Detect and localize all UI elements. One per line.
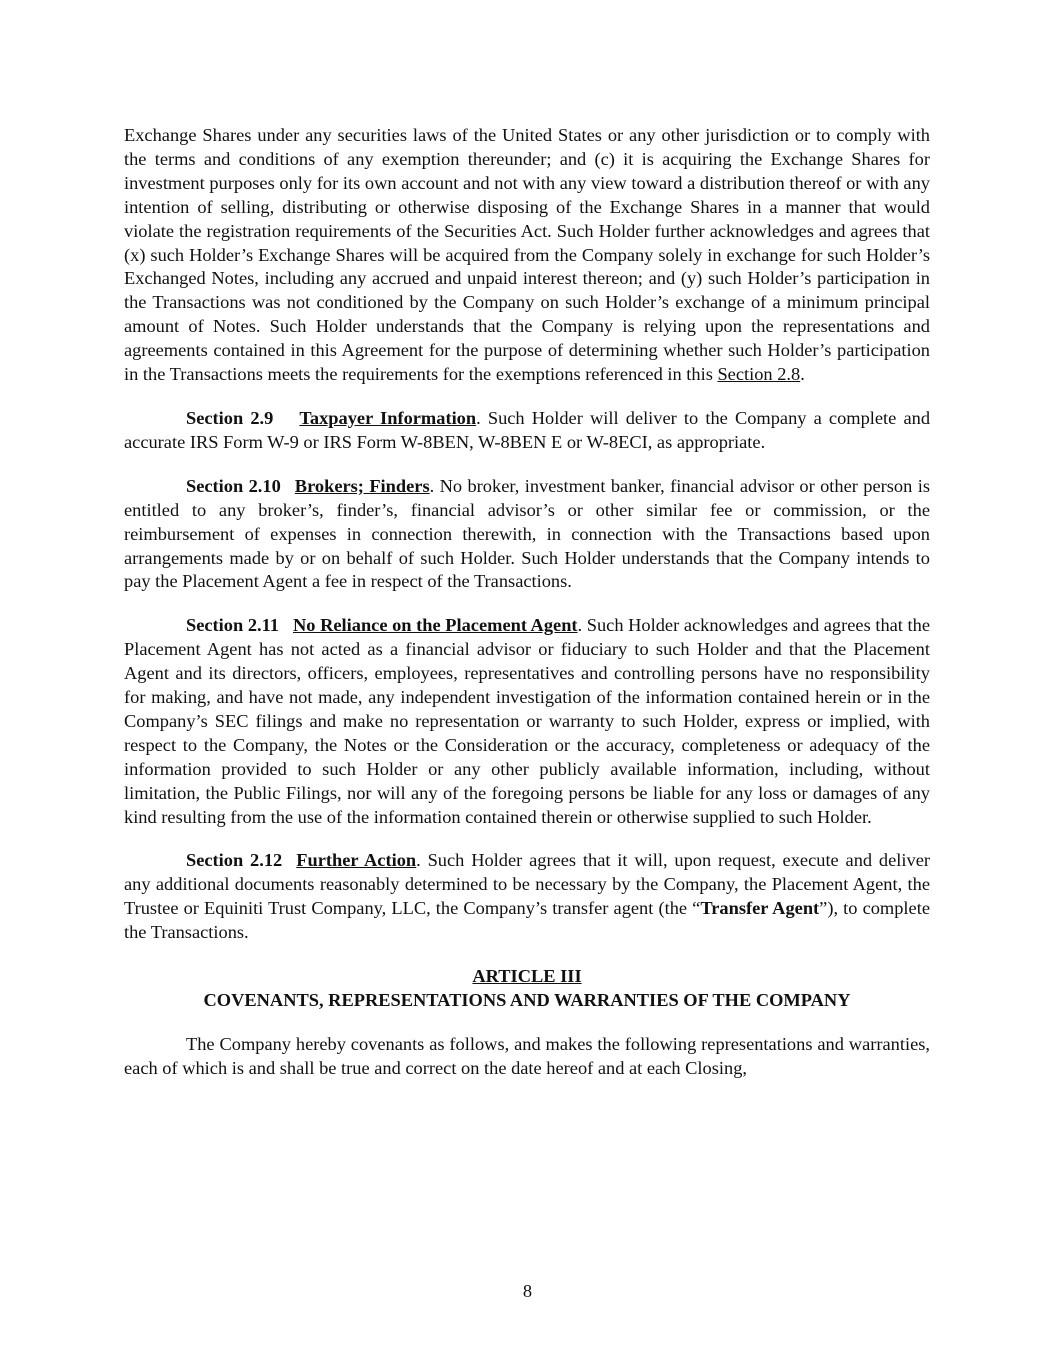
article-intro-paragraph: The Company hereby covenants as follows, and makes the following representations and warranties, each of which is and shall be true and correct on the date hereof and at each Closing, [124, 1033, 930, 1078]
defined-term-transfer-agent: Transfer Agent [700, 898, 820, 919]
section-number: Section 2.11 [186, 615, 279, 636]
section-number: Section 2.10 [186, 475, 281, 496]
article-label: ARTICLE III [472, 966, 582, 987]
section-body-end: ”), to complete the Transactions. [124, 898, 930, 943]
section-body: . Such Holder will deliver to the Company a complete and accurate IRS Form W-9 or IRS Form W-8BEN, W-8BEN E or W-8ECI, as appropriate. [124, 407, 931, 452]
intro-end: . [800, 364, 805, 385]
section-2-10 [124, 475, 930, 595]
page-number: 8 [522, 1281, 533, 1301]
document-page [124, 124, 930, 1081]
section-body: . No broker, investment banker, financial advisor or other person is entitled to any broker’s, finder’s, financial advisor’s or other similar fee or commission, or the reimbursement of expenses in connection therewith, in connection with the Transactions based upon arrangements made by or on behalf of such Holder. Such Holder understands that the Company intends to pay the Placement Agent a fee in respect of the Transactions. [124, 475, 930, 592]
section-heading: Brokers; Finders [294, 475, 430, 496]
intro-text: Exchange Shares under any securities laws of the United States or any other jurisdiction or to comply with the terms and conditions of any exemption thereunder; and (c) it is acquiring the Exchange Shares for investment purposes only for its own account and not with any view toward a distribution thereof or with any intention of selling, distributing or otherwise disposing of the Exchange Shares in a manner that would violate the registration requirements of the Securities Act. Such Holder further acknowledges and agrees that (x) such Holder’s Exchange Shares will be acquired from the Company solely in exchange for such Holder’s Exchanged Notes, including any accrued and unpaid interest thereon; and (y) such Holder’s participation in the Transactions was not conditioned by the Company on such Holder’s exchange of a minimum principal amount of Notes. Such Holder understands that the Company is relying upon the representations and agreements contained in this Agreement for the purpose of determining whether such Holder’s participation in the Transactions meets the requirements for the exemptions referenced in this [124, 125, 930, 385]
section-body: . Such Holder agrees that it will, upon request, execute and deliver any additional documents reasonably determined to be necessary by the Company, the Placement Agent, the Trustee or Equiniti Trust Company, LLC, the Company’s transfer agent (the “ [124, 850, 930, 919]
intro-paragraph [124, 124, 930, 387]
section-number: Section 2.9 [186, 407, 274, 428]
section-heading: No Reliance on the Placement Agent [293, 615, 578, 636]
article-title: COVENANTS, REPRESENTATIONS AND WARRANTIES OF THE COMPANY [203, 990, 851, 1010]
section-number: Section 2.12 [186, 850, 283, 871]
article-heading [124, 965, 930, 1013]
section-2-8-reference: Section 2.8 [717, 364, 801, 385]
section-heading: Taxpayer Information [299, 407, 477, 428]
section-2-11 [124, 614, 930, 829]
section-heading: Further Action [296, 850, 417, 871]
section-body: . Such Holder acknowledges and agrees that the Placement Agent has not acted as a financial advisor or fiduciary to such Holder and that the Placement Agent and its directors, officers, employees, representatives and controlling persons have no responsibility for making, and have not made, any independent investigation of the information contained herein or in the Company’s SEC filings and make no representation or warranty to such Holder, express or implied, with respect to the Company, the Notes or the Consideration or the accuracy, completeness or adequacy of the information provided to such Holder or any other publicly available information, including, without limitation, the Public Filings, nor will any of the foregoing persons be liable for any loss or damages of any kind resulting from the use of the information contained therein or otherwise supplied to such Holder. [124, 615, 930, 827]
section-2-12 [124, 849, 930, 945]
section-2-9 [124, 407, 930, 455]
